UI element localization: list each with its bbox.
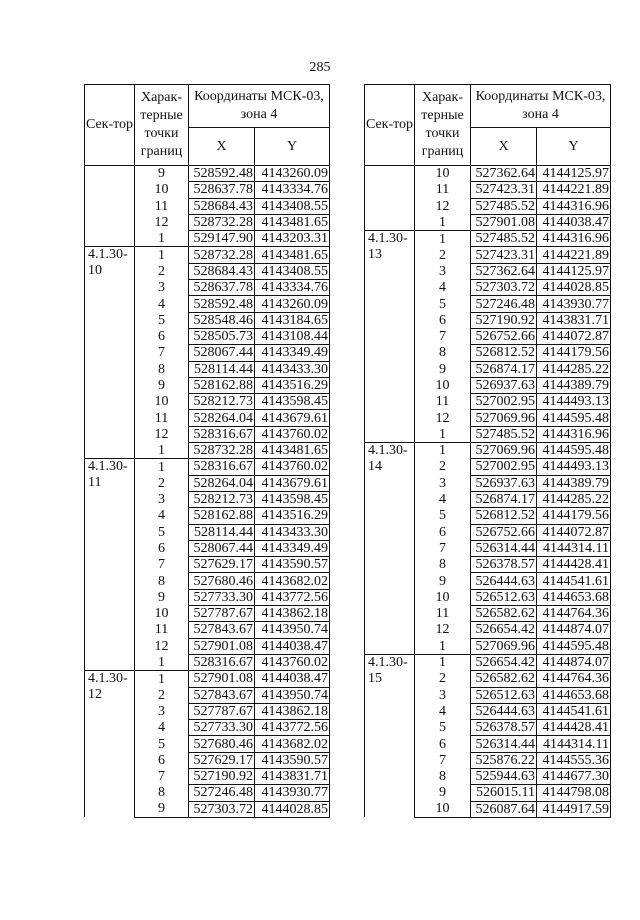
y-coordinate-cell: 4143772.56 bbox=[255, 720, 330, 736]
x-coordinate-cell: 528637.78 bbox=[189, 182, 255, 198]
y-coordinate-cell: 4144798.08 bbox=[537, 785, 611, 801]
point-number-cell: 6 bbox=[415, 312, 471, 328]
sector-cell: 4.1.30-14 bbox=[365, 443, 415, 655]
x-coordinate-cell: 526582.62 bbox=[471, 606, 537, 622]
y-coordinate-cell: 4144595.48 bbox=[537, 410, 611, 426]
x-coordinate-cell: 527246.48 bbox=[471, 296, 537, 312]
sector-cell bbox=[85, 166, 135, 247]
y-coordinate-cell: 4144314.11 bbox=[537, 736, 611, 752]
y-coordinate-cell: 4143760.02 bbox=[255, 426, 330, 442]
x-coordinate-cell: 526512.63 bbox=[471, 687, 537, 703]
x-coordinate-cell: 528067.44 bbox=[189, 540, 255, 556]
y-coordinate-cell: 4143950.74 bbox=[255, 622, 330, 638]
point-number-cell: 11 bbox=[135, 410, 189, 426]
x-coordinate-cell: 528684.43 bbox=[189, 198, 255, 214]
x-coordinate-cell: 526937.63 bbox=[471, 475, 537, 491]
x-coordinate-cell: 526752.66 bbox=[471, 328, 537, 344]
y-coordinate-cell: 4143862.18 bbox=[255, 703, 330, 719]
point-number-cell: 5 bbox=[135, 736, 189, 752]
x-coordinate-cell: 528212.73 bbox=[189, 491, 255, 507]
x-coordinate-cell: 527733.30 bbox=[189, 589, 255, 605]
x-coordinate-cell: 526874.17 bbox=[471, 361, 537, 377]
coordinates-table-right bbox=[364, 84, 611, 818]
y-coordinate-cell: 4143408.55 bbox=[255, 263, 330, 279]
x-coordinate-cell: 527303.72 bbox=[189, 801, 255, 817]
y-coordinate-cell: 4144179.56 bbox=[537, 508, 611, 524]
table-row bbox=[85, 166, 330, 182]
header-sector: Сек-тор bbox=[85, 85, 135, 166]
point-number-cell: 5 bbox=[415, 720, 471, 736]
x-coordinate-cell: 527485.52 bbox=[471, 198, 537, 214]
y-coordinate-cell: 4144316.96 bbox=[537, 198, 611, 214]
point-number-cell: 10 bbox=[415, 377, 471, 393]
point-number-cell: 1 bbox=[415, 638, 471, 654]
y-coordinate-cell: 4143433.30 bbox=[255, 524, 330, 540]
point-number-cell: 2 bbox=[415, 459, 471, 475]
x-coordinate-cell: 528732.28 bbox=[189, 214, 255, 230]
point-number-cell: 1 bbox=[415, 443, 471, 459]
y-coordinate-cell: 4143679.61 bbox=[255, 410, 330, 426]
y-coordinate-cell: 4144316.96 bbox=[537, 231, 611, 247]
point-number-cell: 1 bbox=[415, 426, 471, 442]
point-number-cell: 4 bbox=[135, 296, 189, 312]
point-number-cell: 1 bbox=[415, 654, 471, 670]
y-coordinate-cell: 4143598.45 bbox=[255, 394, 330, 410]
point-number-cell: 5 bbox=[415, 296, 471, 312]
point-number-cell: 7 bbox=[135, 768, 189, 784]
point-number-cell: 1 bbox=[135, 443, 189, 459]
y-coordinate-cell: 4143260.09 bbox=[255, 166, 330, 182]
point-number-cell: 8 bbox=[135, 785, 189, 801]
point-number-cell: 4 bbox=[135, 508, 189, 524]
point-number-cell: 1 bbox=[135, 671, 189, 687]
y-coordinate-cell: 4144541.61 bbox=[537, 573, 611, 589]
point-number-cell: 4 bbox=[415, 280, 471, 296]
x-coordinate-cell: 527787.67 bbox=[189, 606, 255, 622]
x-coordinate-cell: 528316.67 bbox=[189, 459, 255, 475]
y-coordinate-cell: 4143203.31 bbox=[255, 231, 330, 247]
point-number-cell: 9 bbox=[415, 573, 471, 589]
x-coordinate-cell: 528505.73 bbox=[189, 328, 255, 344]
y-coordinate-cell: 4143590.57 bbox=[255, 752, 330, 768]
x-coordinate-cell: 528548.46 bbox=[189, 312, 255, 328]
x-coordinate-cell: 527629.17 bbox=[189, 752, 255, 768]
point-number-cell: 8 bbox=[415, 768, 471, 784]
point-number-cell: 11 bbox=[415, 606, 471, 622]
y-coordinate-cell: 4143481.65 bbox=[255, 247, 330, 263]
point-number-cell: 8 bbox=[415, 557, 471, 573]
y-coordinate-cell: 4143682.02 bbox=[255, 573, 330, 589]
table-row bbox=[365, 231, 611, 247]
point-number-cell: 10 bbox=[135, 182, 189, 198]
x-coordinate-cell: 527423.31 bbox=[471, 182, 537, 198]
point-number-cell: 7 bbox=[415, 752, 471, 768]
point-number-cell: 8 bbox=[415, 345, 471, 361]
y-coordinate-cell: 4143930.77 bbox=[537, 296, 611, 312]
y-coordinate-cell: 4143679.61 bbox=[255, 475, 330, 491]
y-coordinate-cell: 4144874.07 bbox=[537, 654, 611, 670]
x-coordinate-cell: 527843.67 bbox=[189, 687, 255, 703]
page-number: 285 bbox=[309, 60, 331, 75]
x-coordinate-cell: 526087.64 bbox=[471, 801, 537, 817]
point-number-cell: 6 bbox=[415, 736, 471, 752]
y-coordinate-cell: 4143184.65 bbox=[255, 312, 330, 328]
y-coordinate-cell: 4144285.22 bbox=[537, 361, 611, 377]
sector-cell: 4.1.30-10 bbox=[85, 247, 135, 459]
point-number-cell: 9 bbox=[135, 801, 189, 817]
x-coordinate-cell: 527362.64 bbox=[471, 263, 537, 279]
x-coordinate-cell: 526512.63 bbox=[471, 589, 537, 605]
y-coordinate-cell: 4143260.09 bbox=[255, 296, 330, 312]
y-coordinate-cell: 4144428.41 bbox=[537, 557, 611, 573]
y-coordinate-cell: 4143349.49 bbox=[255, 345, 330, 361]
x-coordinate-cell: 526812.52 bbox=[471, 345, 537, 361]
x-coordinate-cell: 527901.08 bbox=[189, 671, 255, 687]
x-coordinate-cell: 526314.44 bbox=[471, 736, 537, 752]
point-number-cell: 1 bbox=[135, 231, 189, 247]
sector-cell bbox=[365, 166, 415, 231]
table-row bbox=[365, 443, 611, 459]
y-coordinate-cell: 4143950.74 bbox=[255, 687, 330, 703]
table-body-right bbox=[365, 166, 611, 818]
x-coordinate-cell: 527485.52 bbox=[471, 426, 537, 442]
header-y: Y bbox=[537, 128, 611, 166]
point-number-cell: 2 bbox=[135, 687, 189, 703]
point-number-cell: 7 bbox=[135, 345, 189, 361]
x-coordinate-cell: 527190.92 bbox=[189, 768, 255, 784]
x-coordinate-cell: 525944.63 bbox=[471, 768, 537, 784]
x-coordinate-cell: 527362.64 bbox=[471, 166, 537, 182]
x-coordinate-cell: 528114.44 bbox=[189, 524, 255, 540]
y-coordinate-cell: 4143590.57 bbox=[255, 557, 330, 573]
point-number-cell: 12 bbox=[415, 622, 471, 638]
x-coordinate-cell: 526654.42 bbox=[471, 654, 537, 670]
point-number-cell: 3 bbox=[415, 687, 471, 703]
point-number-cell: 8 bbox=[135, 573, 189, 589]
sector-cell: 4.1.30-13 bbox=[365, 231, 415, 443]
y-coordinate-cell: 4144125.97 bbox=[537, 263, 611, 279]
y-coordinate-cell: 4144285.22 bbox=[537, 491, 611, 507]
y-coordinate-cell: 4144493.13 bbox=[537, 394, 611, 410]
point-number-cell: 6 bbox=[135, 752, 189, 768]
y-coordinate-cell: 4144028.85 bbox=[537, 280, 611, 296]
x-coordinate-cell: 528684.43 bbox=[189, 263, 255, 279]
x-coordinate-cell: 528162.88 bbox=[189, 377, 255, 393]
x-coordinate-cell: 528212.73 bbox=[189, 394, 255, 410]
point-number-cell: 12 bbox=[135, 426, 189, 442]
point-number-cell: 1 bbox=[415, 231, 471, 247]
x-coordinate-cell: 528162.88 bbox=[189, 508, 255, 524]
header-points: Харак-терные точки границ bbox=[135, 85, 189, 166]
x-coordinate-cell: 527303.72 bbox=[471, 280, 537, 296]
table-row bbox=[365, 166, 611, 182]
point-number-cell: 12 bbox=[415, 410, 471, 426]
header-coords: Координаты МСК-03, зона 4 bbox=[471, 85, 611, 128]
y-coordinate-cell: 4143433.30 bbox=[255, 361, 330, 377]
header-points: Харак-терные точки границ bbox=[415, 85, 471, 166]
y-coordinate-cell: 4144125.97 bbox=[537, 166, 611, 182]
x-coordinate-cell: 528264.04 bbox=[189, 475, 255, 491]
y-coordinate-cell: 4144038.47 bbox=[537, 214, 611, 230]
y-coordinate-cell: 4144221.89 bbox=[537, 182, 611, 198]
x-coordinate-cell: 528316.67 bbox=[189, 426, 255, 442]
y-coordinate-cell: 4144389.79 bbox=[537, 377, 611, 393]
x-coordinate-cell: 527190.92 bbox=[471, 312, 537, 328]
y-coordinate-cell: 4143682.02 bbox=[255, 736, 330, 752]
point-number-cell: 3 bbox=[135, 703, 189, 719]
point-number-cell: 9 bbox=[135, 166, 189, 182]
header-sector: Сек-тор bbox=[365, 85, 415, 166]
point-number-cell: 5 bbox=[135, 524, 189, 540]
y-coordinate-cell: 4143760.02 bbox=[255, 654, 330, 670]
y-coordinate-cell: 4144595.48 bbox=[537, 638, 611, 654]
x-coordinate-cell: 527246.48 bbox=[189, 785, 255, 801]
y-coordinate-cell: 4143862.18 bbox=[255, 606, 330, 622]
x-coordinate-cell: 526444.63 bbox=[471, 703, 537, 719]
point-number-cell: 1 bbox=[135, 654, 189, 670]
x-coordinate-cell: 528637.78 bbox=[189, 280, 255, 296]
x-coordinate-cell: 526752.66 bbox=[471, 524, 537, 540]
point-number-cell: 6 bbox=[135, 540, 189, 556]
point-number-cell: 4 bbox=[415, 491, 471, 507]
point-number-cell: 9 bbox=[135, 589, 189, 605]
table-row bbox=[85, 459, 330, 475]
point-number-cell: 3 bbox=[135, 491, 189, 507]
point-number-cell: 4 bbox=[135, 720, 189, 736]
x-coordinate-cell: 526444.63 bbox=[471, 573, 537, 589]
point-number-cell: 2 bbox=[135, 263, 189, 279]
x-coordinate-cell: 527485.52 bbox=[471, 231, 537, 247]
point-number-cell: 7 bbox=[135, 557, 189, 573]
header-coords: Координаты МСК-03, зона 4 bbox=[189, 85, 330, 128]
x-coordinate-cell: 527069.96 bbox=[471, 638, 537, 654]
x-coordinate-cell: 526654.42 bbox=[471, 622, 537, 638]
x-coordinate-cell: 526314.44 bbox=[471, 540, 537, 556]
point-number-cell: 3 bbox=[135, 280, 189, 296]
point-number-cell: 10 bbox=[415, 166, 471, 182]
point-number-cell: 6 bbox=[415, 524, 471, 540]
y-coordinate-cell: 4144314.11 bbox=[537, 540, 611, 556]
y-coordinate-cell: 4143108.44 bbox=[255, 328, 330, 344]
point-number-cell: 11 bbox=[135, 198, 189, 214]
x-coordinate-cell: 528732.28 bbox=[189, 443, 255, 459]
x-coordinate-cell: 527680.46 bbox=[189, 573, 255, 589]
y-coordinate-cell: 4144038.47 bbox=[255, 671, 330, 687]
point-number-cell: 1 bbox=[135, 247, 189, 263]
y-coordinate-cell: 4144316.96 bbox=[537, 426, 611, 442]
point-number-cell: 9 bbox=[415, 785, 471, 801]
point-number-cell: 6 bbox=[135, 328, 189, 344]
y-coordinate-cell: 4143334.76 bbox=[255, 280, 330, 296]
y-coordinate-cell: 4144677.30 bbox=[537, 768, 611, 784]
point-number-cell: 3 bbox=[415, 475, 471, 491]
point-number-cell: 3 bbox=[415, 263, 471, 279]
point-number-cell: 10 bbox=[415, 801, 471, 817]
y-coordinate-cell: 4143516.29 bbox=[255, 508, 330, 524]
y-coordinate-cell: 4144874.07 bbox=[537, 622, 611, 638]
x-coordinate-cell: 528316.67 bbox=[189, 654, 255, 670]
y-coordinate-cell: 4143831.71 bbox=[537, 312, 611, 328]
y-coordinate-cell: 4143349.49 bbox=[255, 540, 330, 556]
x-coordinate-cell: 526874.17 bbox=[471, 491, 537, 507]
x-coordinate-cell: 527069.96 bbox=[471, 410, 537, 426]
x-coordinate-cell: 528592.48 bbox=[189, 166, 255, 182]
point-number-cell: 1 bbox=[135, 459, 189, 475]
y-coordinate-cell: 4143481.65 bbox=[255, 214, 330, 230]
x-coordinate-cell: 527069.96 bbox=[471, 443, 537, 459]
y-coordinate-cell: 4143598.45 bbox=[255, 491, 330, 507]
table-body-left bbox=[85, 166, 330, 818]
point-number-cell: 12 bbox=[135, 638, 189, 654]
header-x: X bbox=[189, 128, 255, 166]
y-coordinate-cell: 4144428.41 bbox=[537, 720, 611, 736]
y-coordinate-cell: 4144555.36 bbox=[537, 752, 611, 768]
y-coordinate-cell: 4144541.61 bbox=[537, 703, 611, 719]
point-number-cell: 2 bbox=[415, 247, 471, 263]
x-coordinate-cell: 526015.11 bbox=[471, 785, 537, 801]
x-coordinate-cell: 526582.62 bbox=[471, 671, 537, 687]
x-coordinate-cell: 529147.90 bbox=[189, 231, 255, 247]
table-row bbox=[85, 247, 330, 263]
y-coordinate-cell: 4144072.87 bbox=[537, 328, 611, 344]
x-coordinate-cell: 528067.44 bbox=[189, 345, 255, 361]
point-number-cell: 11 bbox=[415, 182, 471, 198]
point-number-cell: 5 bbox=[415, 508, 471, 524]
point-number-cell: 11 bbox=[415, 394, 471, 410]
coordinates-table-left bbox=[84, 84, 330, 818]
x-coordinate-cell: 526378.57 bbox=[471, 557, 537, 573]
point-number-cell: 12 bbox=[135, 214, 189, 230]
x-coordinate-cell: 527733.30 bbox=[189, 720, 255, 736]
table-row bbox=[85, 671, 330, 687]
x-coordinate-cell: 528114.44 bbox=[189, 361, 255, 377]
point-number-cell: 10 bbox=[135, 606, 189, 622]
point-number-cell: 2 bbox=[135, 475, 189, 491]
point-number-cell: 10 bbox=[415, 589, 471, 605]
x-coordinate-cell: 527002.95 bbox=[471, 394, 537, 410]
x-coordinate-cell: 527423.31 bbox=[471, 247, 537, 263]
y-coordinate-cell: 4144072.87 bbox=[537, 524, 611, 540]
x-coordinate-cell: 526937.63 bbox=[471, 377, 537, 393]
y-coordinate-cell: 4143831.71 bbox=[255, 768, 330, 784]
y-coordinate-cell: 4143760.02 bbox=[255, 459, 330, 475]
x-coordinate-cell: 528732.28 bbox=[189, 247, 255, 263]
point-number-cell: 5 bbox=[135, 312, 189, 328]
y-coordinate-cell: 4144764.36 bbox=[537, 606, 611, 622]
y-coordinate-cell: 4144764.36 bbox=[537, 671, 611, 687]
x-coordinate-cell: 526378.57 bbox=[471, 720, 537, 736]
y-coordinate-cell: 4144389.79 bbox=[537, 475, 611, 491]
x-coordinate-cell: 528264.04 bbox=[189, 410, 255, 426]
table-row bbox=[365, 654, 611, 670]
x-coordinate-cell: 528592.48 bbox=[189, 296, 255, 312]
point-number-cell: 9 bbox=[135, 377, 189, 393]
sector-cell: 4.1.30-15 bbox=[365, 654, 415, 817]
y-coordinate-cell: 4143772.56 bbox=[255, 589, 330, 605]
x-coordinate-cell: 527901.08 bbox=[189, 638, 255, 654]
y-coordinate-cell: 4143481.65 bbox=[255, 443, 330, 459]
y-coordinate-cell: 4144038.47 bbox=[255, 638, 330, 654]
x-coordinate-cell: 527629.17 bbox=[189, 557, 255, 573]
header-y: Y bbox=[255, 128, 330, 166]
point-number-cell: 9 bbox=[415, 361, 471, 377]
point-number-cell: 12 bbox=[415, 198, 471, 214]
point-number-cell: 2 bbox=[415, 671, 471, 687]
x-coordinate-cell: 525876.22 bbox=[471, 752, 537, 768]
y-coordinate-cell: 4143408.55 bbox=[255, 198, 330, 214]
y-coordinate-cell: 4144653.68 bbox=[537, 589, 611, 605]
y-coordinate-cell: 4144653.68 bbox=[537, 687, 611, 703]
x-coordinate-cell: 527787.67 bbox=[189, 703, 255, 719]
y-coordinate-cell: 4144493.13 bbox=[537, 459, 611, 475]
header-x: X bbox=[471, 128, 537, 166]
y-coordinate-cell: 4144221.89 bbox=[537, 247, 611, 263]
y-coordinate-cell: 4144595.48 bbox=[537, 443, 611, 459]
point-number-cell: 10 bbox=[135, 394, 189, 410]
sector-cell: 4.1.30-11 bbox=[85, 459, 135, 671]
y-coordinate-cell: 4143930.77 bbox=[255, 785, 330, 801]
x-coordinate-cell: 527901.08 bbox=[471, 214, 537, 230]
point-number-cell: 11 bbox=[135, 622, 189, 638]
y-coordinate-cell: 4143516.29 bbox=[255, 377, 330, 393]
y-coordinate-cell: 4144028.85 bbox=[255, 801, 330, 817]
x-coordinate-cell: 527843.67 bbox=[189, 622, 255, 638]
point-number-cell: 4 bbox=[415, 703, 471, 719]
point-number-cell: 7 bbox=[415, 328, 471, 344]
y-coordinate-cell: 4143334.76 bbox=[255, 182, 330, 198]
x-coordinate-cell: 526812.52 bbox=[471, 508, 537, 524]
y-coordinate-cell: 4144179.56 bbox=[537, 345, 611, 361]
point-number-cell: 8 bbox=[135, 361, 189, 377]
sector-cell: 4.1.30-12 bbox=[85, 671, 135, 818]
point-number-cell: 7 bbox=[415, 540, 471, 556]
point-number-cell: 1 bbox=[415, 214, 471, 230]
x-coordinate-cell: 527002.95 bbox=[471, 459, 537, 475]
x-coordinate-cell: 527680.46 bbox=[189, 736, 255, 752]
y-coordinate-cell: 4144917.59 bbox=[537, 801, 611, 817]
